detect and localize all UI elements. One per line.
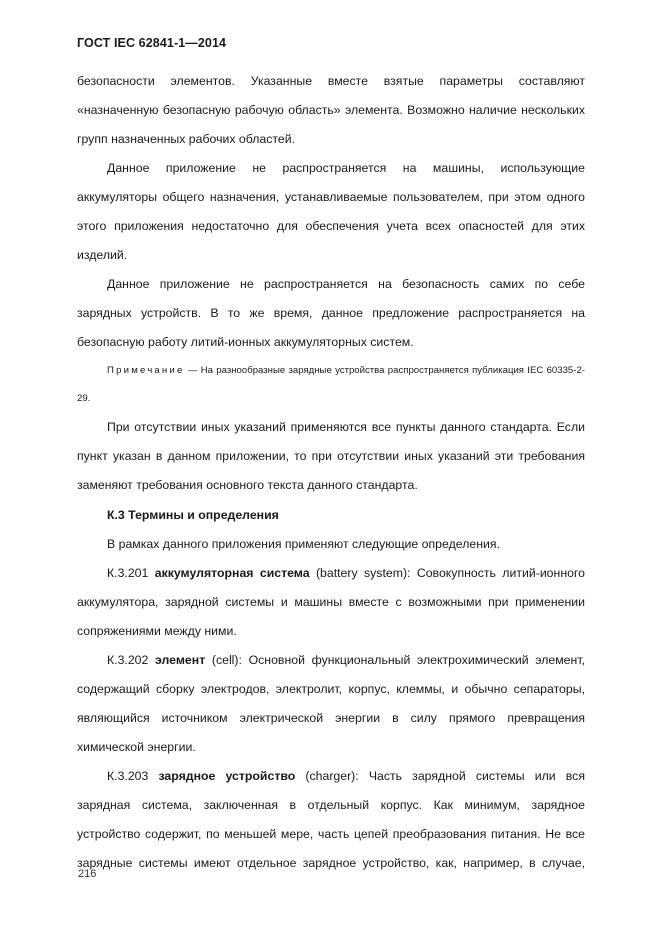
definition-text: (charger): Часть зарядной системы или вся зарядная система, заключенная в отдельный корпус. Как минимум, зарядное устройство содержит, по меньшей мере, часть цепей преобразования питания. Не все зарядные системы имеют отдельное зарядное устройство, как, например, в случае, (77, 769, 585, 870)
note-label: Примечание (107, 365, 185, 376)
definition-item (77, 559, 585, 646)
section-title: К.3 Термины и определения (107, 508, 279, 522)
document-body (77, 67, 585, 878)
paragraph-scope-chargers: Данное приложение не распространяется на безопасность самих по себе зарядных устройств. В то же время, данное предложение распространяется на безопасную работу литий-ионных аккумуляторных систем. (77, 277, 585, 349)
definition-number: К.3.201 (107, 566, 155, 580)
definition-number: К.3.202 (107, 653, 156, 667)
page-number: 216 (78, 868, 97, 880)
paragraph-scope-machines: Данное приложение не распространяется на машины, использующие аккумуляторы общего назначения, устанавливаемые пользователем, при этом одного этого приложения недостаточно для обеспечения учета всех опасностей для этих изделий. (77, 161, 585, 262)
definition-text: (cell): Основной функциональный электрохимический элемент, содержащий сборку электродов, электролит, корпус, клеммы, и обычно сепараторы, являющийся источником электрической энергии в силу прямого превращения химической энергии. (77, 653, 585, 754)
definition-item (77, 646, 585, 762)
note-text: — На разнообразные зарядные устройства распространяется публикация IEC 60335-2-29. (77, 365, 585, 404)
definition-number: К.3.203 (107, 769, 159, 783)
paragraph-applicability: При отсутствии иных указаний применяются все пункты данного стандарта. Если пункт указан в данном приложении, то при отсутствии иных указаний эти требования заменяют требования основного текста данного стандарта. (77, 420, 585, 492)
definition-term: зарядное устройство (158, 769, 296, 783)
paragraph-definitions-intro: В рамках данного приложения применяют следующие определения. (107, 537, 500, 551)
definition-item (77, 762, 585, 878)
document-header: ГОСТ IEC 62841-1—2014 (77, 36, 227, 50)
definition-term: элемент (155, 653, 206, 667)
definition-term: аккумуляторная система (154, 566, 310, 580)
paragraph-continuation: безопасности элементов. Указанные вместе взятые параметры составляют «назначенную безопасную рабочую область» элемента. Возможно наличие нескольких групп назначенных рабочих областей. (77, 74, 585, 146)
definition-text: (battery system): Совокупность литий-ионного аккумулятора, зарядной системы и машины вместе с возможными при применении сопряжениями между ними. (77, 566, 585, 638)
note (77, 357, 585, 413)
